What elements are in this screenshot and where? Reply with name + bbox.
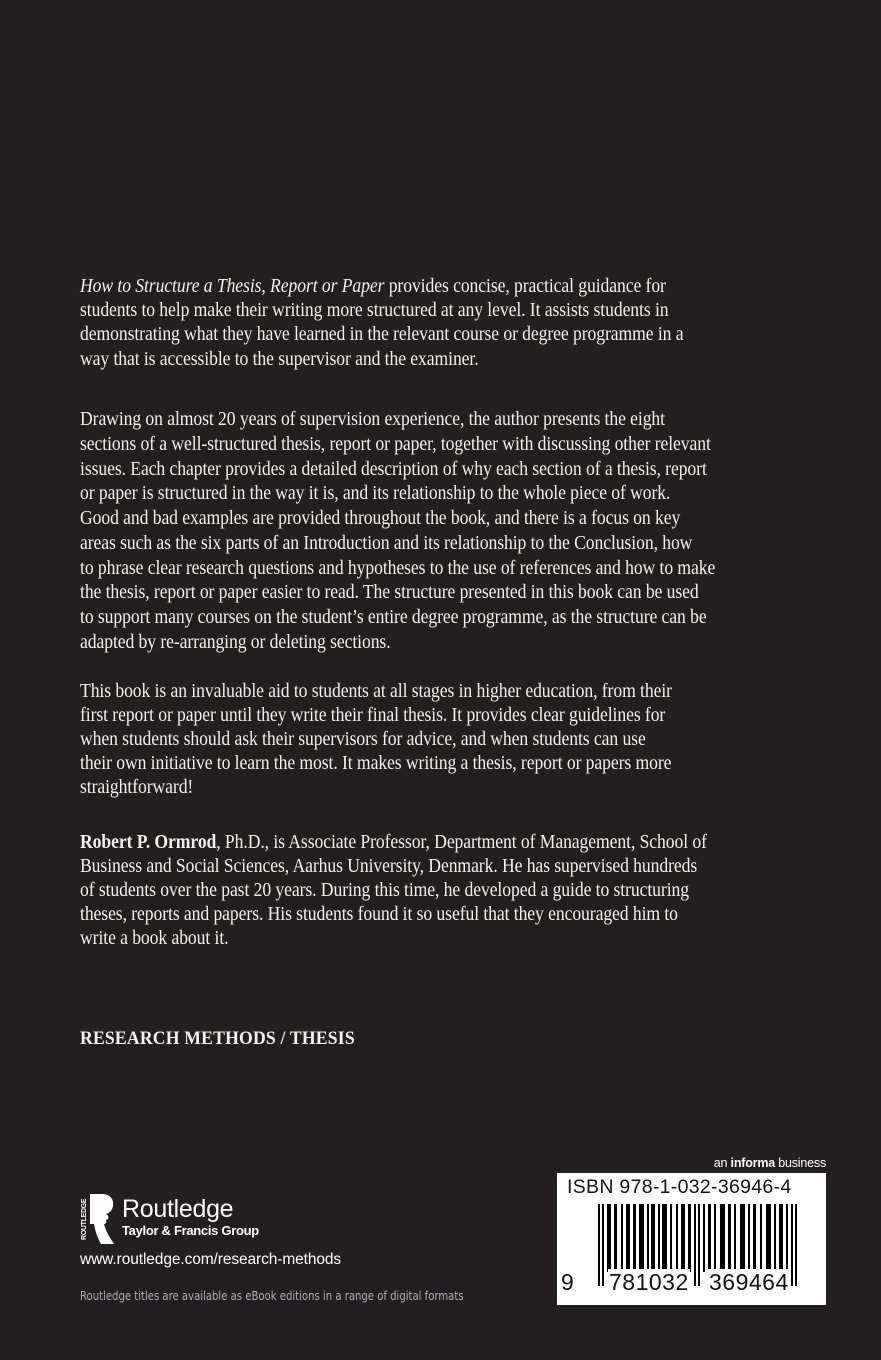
- blurb-line: Drawing on almost 20 years of supervision experience, the author presents the eight: [80, 409, 665, 430]
- blurb-line: when students should ask their supervisors for advice, and when students can use: [80, 729, 646, 751]
- blurb-line: their own initiative to learn the most. It makes writing a thesis, report or papers more: [80, 753, 672, 775]
- blurb-line: to support many courses on the student’s entire degree programme, as the structure can be: [80, 607, 707, 628]
- blurb-line: to phrase clear research questions and hypotheses to the use of references and how to make: [80, 557, 716, 579]
- publisher-url[interactable]: www.routledge.com/research-methods: [80, 1251, 342, 1268]
- informa-business-tagline: an informa business: [713, 1156, 826, 1170]
- blurb-line: demonstrating what they have learned in the relevant course or degree programme in a: [80, 324, 684, 346]
- publisher-logo: [80, 1193, 341, 1245]
- ean-left-group: 781032: [609, 1269, 689, 1295]
- blurb-line: straightforward!: [80, 777, 194, 799]
- subject-category: RESEARCH METHODS / THESIS: [80, 1028, 355, 1049]
- logo-vertical-text: ROUTLEDGE: [81, 1198, 88, 1240]
- author-name: Robert P. Ormrod: [80, 832, 217, 853]
- ebook-availability-note: Routledge titles are available as eBook editions in a range of digital formats: [80, 1289, 464, 1303]
- book-title-italic: How to Structure a Thesis, Report or Paper: [80, 276, 385, 297]
- blurb-line: Good and bad examples are provided throughout the book, and there is a focus on key: [80, 508, 681, 529]
- blurb-line: adapted by re-arranging or deleting sections.: [80, 631, 391, 653]
- routledge-r-profile-icon: [89, 1193, 115, 1245]
- blurb-paragraph-1: [80, 275, 840, 372]
- isbn-barcode: [557, 1173, 826, 1305]
- author-bio-line: Robert P. Ormrod, Ph.D., is Associate Professor, Department of Management, School of: [80, 832, 707, 853]
- blurb-line: way that is accessible to the supervisor and the examiner.: [80, 348, 479, 370]
- blurb-line: areas such as the six parts of an Introduction and its relationship to the Conclusion, how: [80, 532, 693, 554]
- publisher-name: Routledge: [122, 1195, 234, 1223]
- blurb-paragraph-3: [80, 680, 840, 800]
- blurb-line: first report or paper until they write their final thesis. It provides clear guidelines for: [80, 705, 666, 727]
- blurb-line: issues. Each chapter provides a detailed description of why each section of a thesis, report: [80, 458, 707, 480]
- blurb-line: This book is an invaluable aid to students at all stages in higher education, from their: [80, 681, 672, 702]
- publisher-block: [80, 1193, 341, 1269]
- blurb-line: the thesis, report or paper easier to read. The structure presented in this book can be used: [80, 582, 699, 604]
- author-bio: [80, 831, 840, 951]
- isbn-label: ISBN 978-1-032-36946-4: [567, 1176, 792, 1198]
- author-bio-line: theses, reports and papers. His students found it so useful that they encouraged him to: [80, 904, 678, 926]
- author-bio-line: Business and Social Sciences, Aarhus University, Denmark. He has supervised hundreds: [80, 856, 698, 878]
- routledge-logo-icon: [80, 1193, 114, 1245]
- ean-right-group: 369464: [709, 1269, 789, 1295]
- blurb-paragraph-2: [80, 408, 840, 656]
- blurb-line: students to help make their writing more structured at any level. It assists students in: [80, 300, 669, 322]
- publisher-group: Taylor & Francis Group: [122, 1223, 259, 1238]
- blurb-line: sections of a well-structured thesis, report or paper, together with discussing other relevant: [80, 433, 711, 455]
- blurb-line: How to Structure a Thesis, Report or Paper provides concise, practical guidance for: [80, 276, 666, 297]
- blurb-line: or paper is structured in the way it is, and its relationship to the whole piece of work.: [80, 483, 671, 505]
- author-bio-line: of students over the past 20 years. During this time, he developed a guide to structuring: [80, 880, 689, 902]
- author-bio-line: write a book about it.: [80, 928, 229, 950]
- ean-first-digit: 9: [561, 1269, 574, 1295]
